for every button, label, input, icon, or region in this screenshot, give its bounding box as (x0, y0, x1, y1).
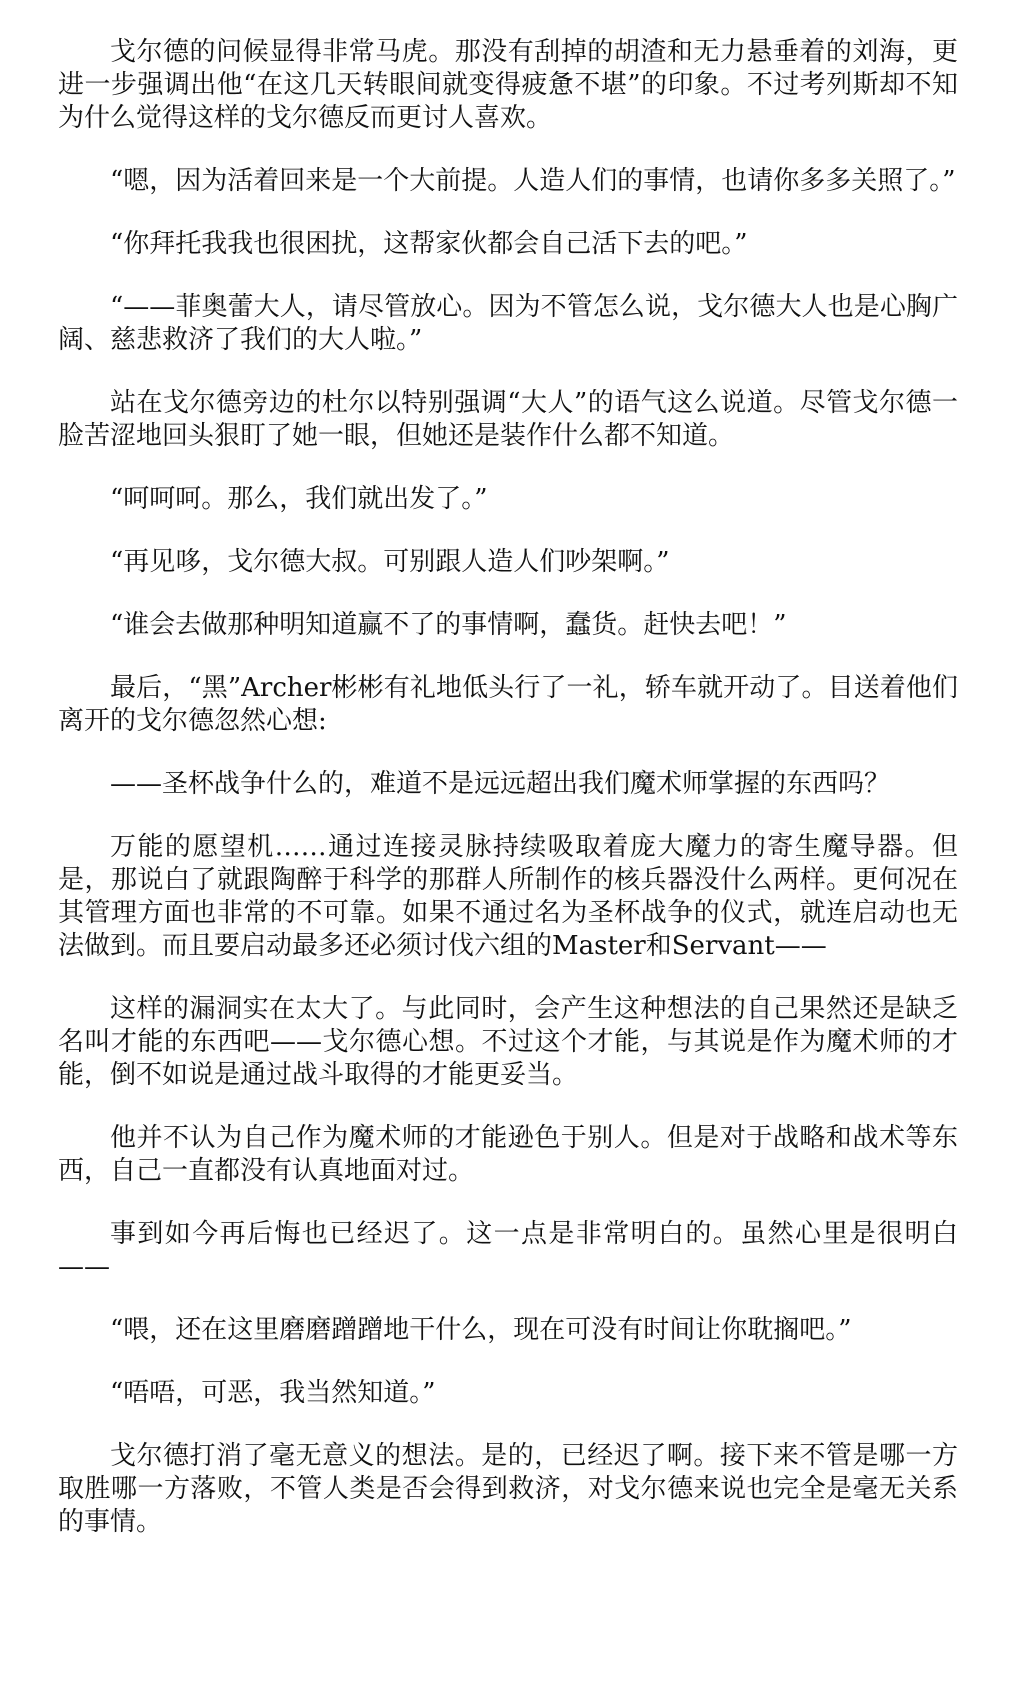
paragraph-9: 最后，“黑”Archer彬彬有礼地低头行了一礼，轿车就开动了。目送着他们离开的戈尔德忽然心想: (58, 673, 958, 736)
paragraph-14: 事到如今再后悔也已经迟了。这一点是非常明白的。虽然心里是很明白—— (58, 1219, 958, 1282)
document-page (58, 36, 958, 1569)
paragraph-12: 这样的漏洞实在太大了。与此同时，会产生这种想法的自己果然还是缺乏名叫才能的东西吧——戈尔德心想。不过这个才能，与其说是作为魔术师的才能，倒不如说是通过战斗取得的才能更妥当。 (58, 994, 958, 1090)
paragraph-8: “谁会去做那种明知道赢不了的事情啊，蠢货。赶快去吧！” (110, 610, 787, 640)
paragraph-6: “呵呵呵。那么，我们就出发了。” (110, 484, 488, 514)
paragraph-13: 他并不认为自己作为魔术师的才能逊色于别人。但是对于战略和战术等东西，自己一直都没有认真地面对过。 (58, 1123, 958, 1186)
paragraph-3: “你拜托我我也很困扰，这帮家伙都会自己活下去的吧。” (110, 229, 748, 259)
paragraph-11: 万能的愿望机……通过连接灵脉持续吸取着庞大魔力的寄生魔导器。但是，那说白了就跟陶醉于科学的那群人所制作的核兵器没什么两样。更何况在其管理方面也非常的不可靠。如果不通过名为圣杯战争的仪式，就连启动也无法做到。而且要启动最多还必须讨伐六组的Master和Servant—— (58, 832, 958, 961)
paragraph-4: “——菲奥蕾大人，请尽管放心。因为不管怎么说，戈尔德大人也是心胸广阔、慈悲救济了我们的大人啦。” (58, 292, 958, 355)
paragraph-17: 戈尔德打消了毫无意义的想法。是的，已经迟了啊。接下来不管是哪一方取胜哪一方落败，不管人类是否会得到救济，对戈尔德来说也完全是毫无关系的事情。 (58, 1441, 958, 1537)
paragraph-16: “唔唔，可恶，我当然知道。” (110, 1378, 436, 1408)
paragraph-15: “喂，还在这里磨磨蹭蹭地干什么，现在可没有时间让你耽搁吧。” (110, 1315, 852, 1345)
paragraph-1: 戈尔德的问候显得非常马虎。那没有刮掉的胡渣和无力悬垂着的刘海，更进一步强调出他“在这几天转眼间就变得疲惫不堪”的印象。不过考列斯却不知为什么觉得这样的戈尔德反而更讨人喜欢。 (58, 37, 958, 133)
paragraph-7: “再见哆，戈尔德大叔。可别跟人造人们吵架啊。” (110, 547, 670, 577)
paragraph-5: 站在戈尔德旁边的杜尔以特别强调“大人”的语气这么说道。尽管戈尔德一脸苦涩地回头狠盯了她一眼，但她还是装作什么都不知道。 (58, 388, 958, 451)
paragraph-2: “嗯，因为活着回来是一个大前提。人造人们的事情，也请你多多关照了。” (110, 166, 956, 196)
paragraph-10: ——圣杯战争什么的，难道不是远远超出我们魔术师掌握的东西吗？ (110, 769, 891, 799)
